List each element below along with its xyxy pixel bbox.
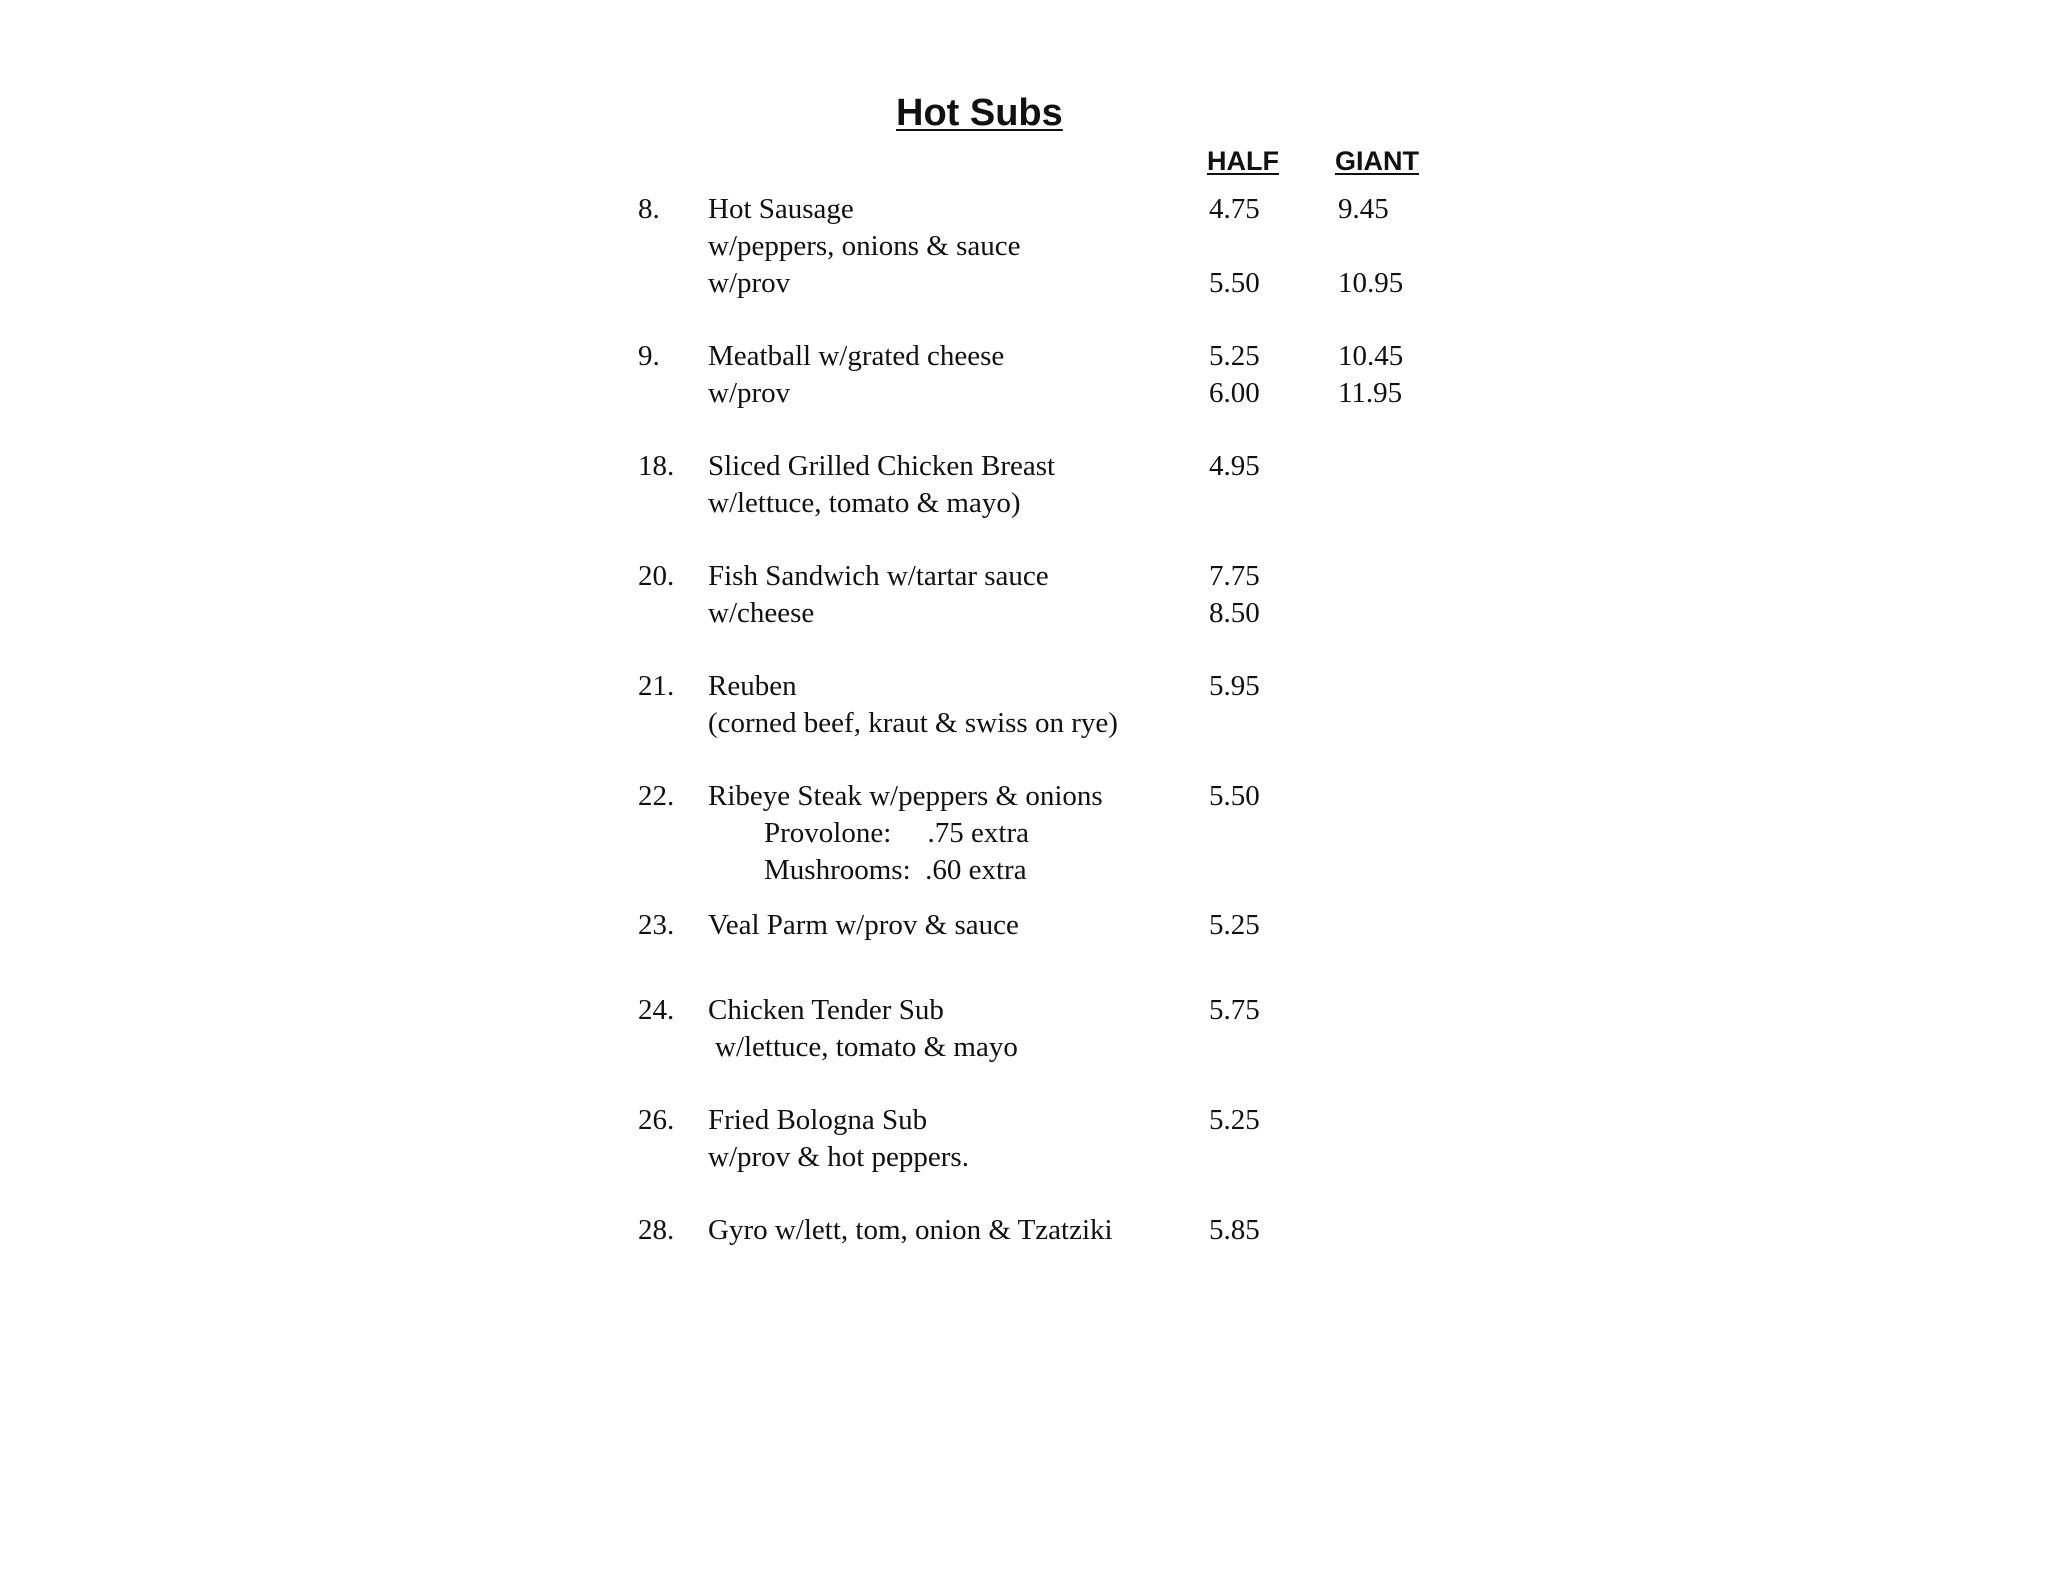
- item-number: 22.: [638, 780, 675, 812]
- menu-item-line: [638, 375, 1438, 411]
- menu-item-line: [638, 705, 1438, 741]
- item-number: 26.: [638, 1104, 675, 1136]
- half-price: 5.85: [1209, 1214, 1260, 1246]
- half-price: 5.25: [1209, 340, 1260, 372]
- item-number: 21.: [638, 670, 675, 702]
- half-price: 4.75: [1209, 193, 1260, 225]
- item-description: w/prov: [708, 267, 791, 299]
- item-number: 8.: [638, 193, 660, 225]
- item-description: w/lettuce, tomato & mayo): [708, 487, 1021, 519]
- item-number: 9.: [638, 340, 660, 372]
- item-description: Gyro w/lett, tom, onion & Tzatziki: [708, 1214, 1113, 1246]
- half-price: 5.25: [1209, 1104, 1260, 1136]
- item-description: w/prov & hot peppers.: [708, 1141, 969, 1173]
- giant-column-header: GIANT: [1335, 146, 1419, 176]
- menu-item-line: [638, 815, 1438, 851]
- menu-item-line: [638, 228, 1438, 264]
- item-description: Sliced Grilled Chicken Breast: [708, 450, 1056, 482]
- menu-item-line: [638, 992, 1438, 1028]
- item-description: w/lettuce, tomato & mayo: [715, 1031, 1018, 1063]
- item-number: 24.: [638, 994, 675, 1026]
- menu-item-line: [638, 1212, 1438, 1248]
- giant-price: 10.95: [1338, 267, 1404, 299]
- half-price: 5.75: [1209, 994, 1260, 1026]
- half-price: 7.75: [1209, 560, 1260, 592]
- item-extra: Provolone: .75 extra: [764, 817, 1029, 849]
- menu-item-line: [638, 1139, 1438, 1175]
- menu-item-line: [638, 907, 1438, 943]
- menu-item-line: [638, 265, 1438, 301]
- item-description: Hot Sausage: [708, 193, 854, 225]
- menu-item-line: [638, 448, 1438, 484]
- giant-price: 9.45: [1338, 193, 1389, 225]
- menu-title: Hot Subs: [896, 92, 1063, 134]
- item-description: Chicken Tender Sub: [708, 994, 944, 1026]
- item-description: Reuben: [708, 670, 797, 702]
- half-price: 5.25: [1209, 909, 1260, 941]
- menu-item-line: [638, 338, 1438, 374]
- item-description: Ribeye Steak w/peppers & onions: [708, 780, 1103, 812]
- giant-price: 11.95: [1338, 377, 1403, 409]
- item-description: Fried Bologna Sub: [708, 1104, 928, 1136]
- half-price: 4.95: [1209, 450, 1260, 482]
- menu-item-line: [638, 1029, 1438, 1065]
- menu-item-line: [638, 485, 1438, 521]
- half-price: 6.00: [1209, 377, 1260, 409]
- item-number: 20.: [638, 560, 675, 592]
- item-description: w/cheese: [708, 597, 815, 629]
- item-description: Veal Parm w/prov & sauce: [708, 909, 1019, 941]
- menu-item-line: [638, 1102, 1438, 1138]
- menu-item-line: [638, 668, 1438, 704]
- giant-price: 10.45: [1338, 340, 1404, 372]
- half-price: 5.50: [1209, 267, 1260, 299]
- half-price: 8.50: [1209, 597, 1260, 629]
- menu-item-line: [638, 852, 1438, 888]
- half-column-header: HALF: [1207, 146, 1279, 176]
- half-price: 5.95: [1209, 670, 1260, 702]
- menu-item-line: [638, 595, 1438, 631]
- item-description: (corned beef, kraut & swiss on rye): [708, 707, 1118, 739]
- item-number: 18.: [638, 450, 675, 482]
- item-description: Fish Sandwich w/tartar sauce: [708, 560, 1049, 592]
- half-price: 5.50: [1209, 780, 1260, 812]
- item-number: 28.: [638, 1214, 675, 1246]
- item-number: 23.: [638, 909, 675, 941]
- item-description: w/prov: [708, 377, 791, 409]
- menu-item-line: [638, 778, 1438, 814]
- menu-item-line: [638, 558, 1438, 594]
- item-extra: Mushrooms: .60 extra: [764, 854, 1027, 886]
- item-description: Meatball w/grated cheese: [708, 340, 1005, 372]
- item-description: w/peppers, onions & sauce: [708, 230, 1021, 262]
- menu-item-line: [638, 191, 1438, 227]
